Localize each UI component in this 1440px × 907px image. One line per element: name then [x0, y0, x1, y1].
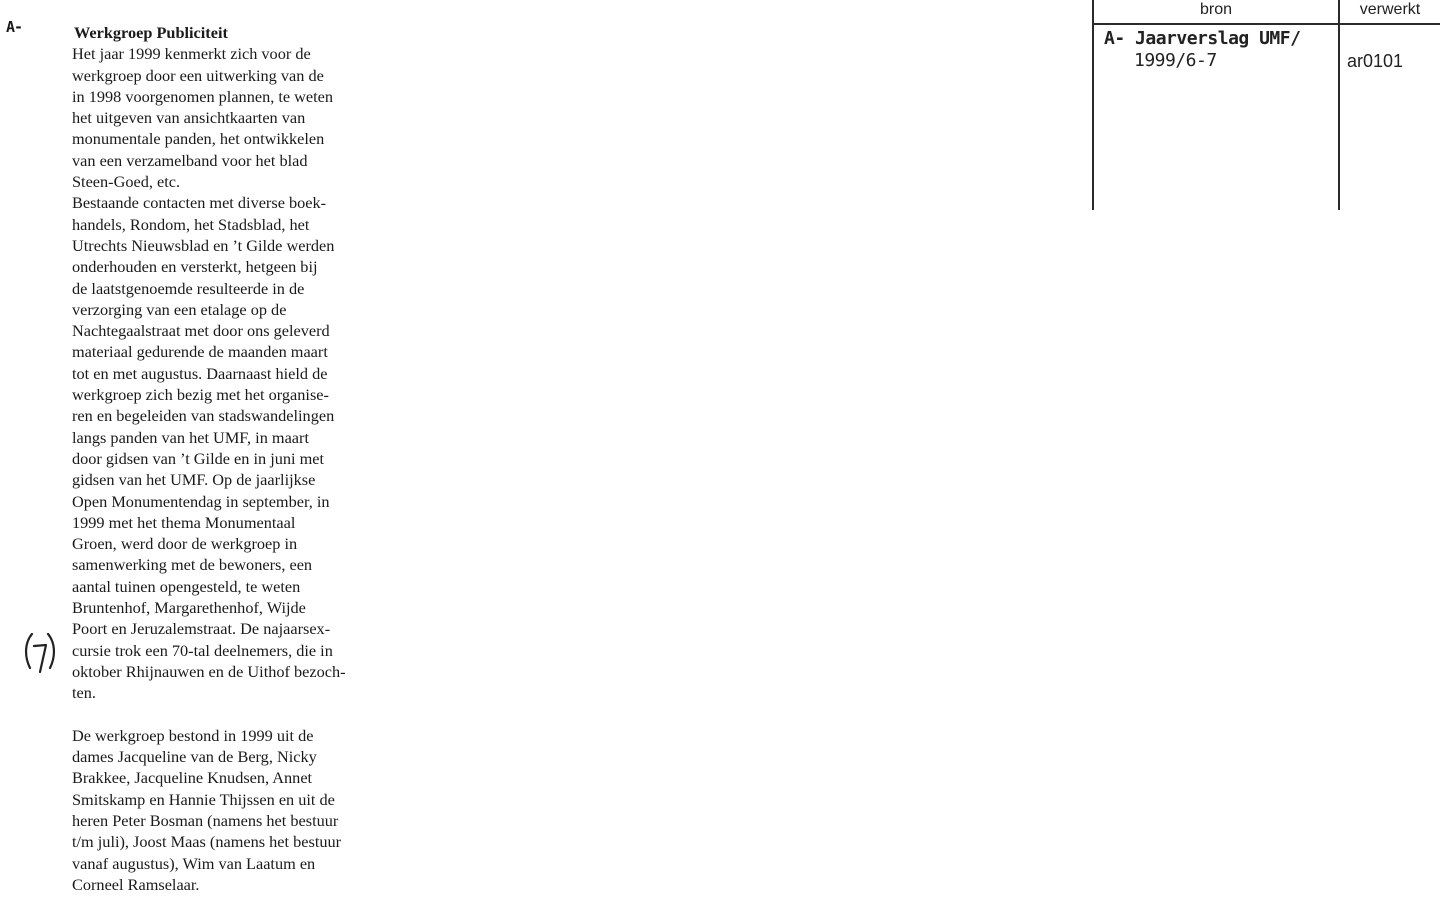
text-line: Bruntenhof, Margarethenhof, Wijde [72, 598, 306, 618]
text-line: vanaf augustus), Wim van Laatum en [72, 853, 316, 873]
text-line: Poort en Jeruzalemstraat. De najaarsex- [72, 619, 331, 639]
column-header-bron: bron [1199, 1, 1233, 18]
article [72, 22, 382, 895]
text-line: de laatstgenoemde resulteerde in de [72, 278, 305, 298]
text-line: van een verzamelband voor het blad [72, 150, 308, 170]
text-line: 1999 met het thema Monumentaal [72, 512, 296, 532]
source-prefix: A- [1104, 28, 1125, 49]
text-line: Smitskamp en Hannie Thijssen en uit de [72, 789, 335, 809]
text-line: monumentale panden, het ontwikkelen [72, 129, 325, 149]
text-line: t/m juli), Joost Maas (namens het bestuur [72, 832, 342, 852]
text-line: Brakkee, Jacqueline Knudsen, Annet [72, 768, 313, 788]
text-line: Het jaar 1999 kenmerkt zich voor de [72, 44, 311, 64]
source-entry [1104, 28, 1300, 72]
article-paragraph-1 [72, 43, 382, 703]
text-line: werkgroep door een uitwerking van de [72, 65, 324, 85]
article-paragraph-2 [72, 725, 382, 895]
index-card-table [1092, 0, 1440, 210]
text-line: De werkgroep bestond in 1999 uit de [72, 725, 314, 745]
text-line: Nachtegaalstraat met door ons geleverd [72, 321, 330, 341]
text-line: samenwerking met de bewoners, een [72, 555, 313, 575]
text-line: Open Monumentendag in september, in [72, 491, 330, 511]
margin-marker: A- [6, 18, 23, 36]
text-line: aantal tuinen opengesteld, te weten [72, 576, 301, 596]
text-line: ren en begeleiden van stadswandelingen [72, 406, 335, 426]
text-line: tot en met augustus. Daarnaast hield de [72, 363, 328, 383]
processed-code: ar0101 [1347, 51, 1404, 71]
text-line: het uitgeven van ansichtkaarten van [72, 108, 306, 128]
text-line: werkgroep zich bezig met het organise- [72, 385, 329, 405]
table-header-rule [1092, 23, 1440, 25]
article-title: Werkgroep Publiciteit [74, 23, 228, 42]
text-line: oktober Rhijnauwen en de Uithof bezoch- [72, 661, 346, 681]
column-header-verwerkt: verwerkt [1359, 1, 1421, 18]
text-line: Steen-Goed, etc. [72, 172, 181, 192]
text-line: verzorging van een etalage op de [72, 299, 287, 319]
text-line: cursie trok een 70-tal deelnemers, die in [72, 640, 333, 660]
text-line: in 1998 voorgenomen plannen, te weten [72, 86, 334, 106]
text-line: dames Jacqueline van de Berg, Nicky [72, 747, 317, 767]
text-line: heren Peter Bosman (namens het bestuur [72, 810, 339, 830]
text-line: gidsen van het UMF. Op de jaarlijkse [72, 470, 316, 490]
text-line: langs panden van het UMF, in maart [72, 427, 309, 447]
text-line: Corneel Ramselaar. [72, 874, 200, 894]
text-line: Bestaande contacten met diverse boek- [72, 193, 327, 213]
text-line: materiaal gedurende de maanden maart [72, 342, 328, 362]
text-line: Utrechts Nieuwsblad en ’t Gilde werden [72, 235, 335, 255]
text-line: Groen, werd door de werkgroep in [72, 534, 298, 554]
table-border-left [1092, 0, 1094, 210]
source-reference: 1999/6-7 [1134, 50, 1217, 71]
text-line: ten. [72, 683, 96, 703]
text-line: door gidsen van ’t Gilde en in juni met [72, 448, 325, 468]
handwritten-seven-mark [22, 630, 58, 676]
source-title: Jaarverslag UMF/ [1135, 28, 1301, 49]
paragraph-gap [72, 704, 382, 725]
text-line: handels, Rondom, het Stadsblad, het [72, 214, 310, 234]
text-line: onderhouden en versterkt, hetgeen bij [72, 257, 318, 277]
table-border-middle [1338, 0, 1340, 210]
